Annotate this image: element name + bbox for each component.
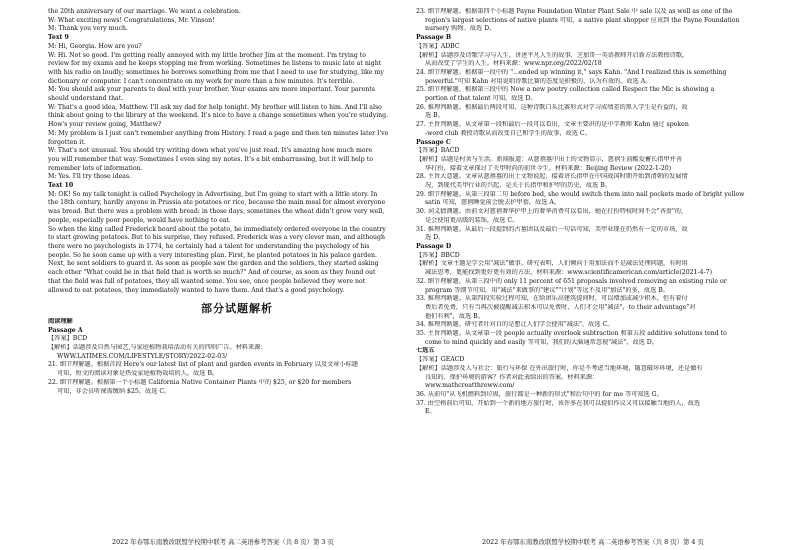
text-line: should understand that. (48, 95, 124, 103)
text-line: Passage B (416, 34, 452, 42)
text-line: 26. 推理判断题。根据最后两段可知，这种诗歌口头比赛形式对学习成绩差的黑人学生是有益的，故 (416, 103, 688, 111)
text-line: E。 (425, 408, 436, 416)
text-line: 【答案】ADBC (416, 42, 460, 50)
text-line: -word club 教授诗歌从而改变自己和学生的故事，故选 C。 (425, 129, 591, 137)
text-line: remember lots of information. (48, 164, 143, 172)
text-line: review for my exams and he keeps stopping me from working. Sometimes he listens to music late at night (48, 60, 382, 68)
text-line: M: OK! So my talk tonight is called Psychology in Advertising, but I'm going to start with a little story. In (48, 190, 378, 198)
text-line: M: Yes. I'll try those ideas. (48, 173, 132, 181)
text-line: W: Hi. Not so good. I'm getting really annoyed with my little brother Jim at the moment. I'm trying to (48, 51, 366, 59)
text-line: 36. 从前句"从飞机燃料到垃圾，旅行都是一种新的形式"和后句中的 for me 等可知选 G。 (416, 390, 663, 398)
text-line: 七选五 (416, 347, 435, 355)
text-line: Next, he sent soldiers to guard it. As soon as people saw the garden and the soldiers, they started asking (48, 260, 379, 268)
text-line: 34. 推理判断题。研究者针对目的是想让人们学会使用"减法"，故选 C。 (416, 321, 614, 329)
text-line: powerful."可知 Kahn 对用说唱诗歌比赛的态度是积极的，认为有效的。故选 A。 (425, 77, 652, 85)
text-line: 费后者免费，只有当再次被提醒减去积木可以免费时，人们才会用"减法"，to their advantage"对 (425, 303, 696, 311)
text-line: think about going to the library at the weekend. It's nice to have a change sometimes when you're studying. (48, 112, 389, 120)
text-line: satin 可知，慈禧睡觉前会脱去护甲套，故选 A。 (425, 199, 561, 207)
text-line: 阅读理解 (48, 317, 73, 325)
text-line: 况，到现代美甲行业的兴起，是关于长指甲和护甲的历史，故选 B。 (425, 182, 611, 190)
text-line: WWW.LATIMES.COM/LIFESTYLE/STORY/2022-02-03/ (57, 352, 228, 360)
text-line: M: My problem is I just can't remember anything from History. I read a page and then ten minutes later I've (48, 129, 389, 137)
left-text-block (48, 8, 426, 295)
text-line: program 等细节可知，用"减法"来做事的"建议""计划"等远不及用"加法"的多，故选 B。 (425, 286, 669, 294)
text-line: 选 D。 (425, 234, 445, 242)
text-line: 【解析】话题涉及人与社会：旅行与环保 在外出旅行时，你是不考虑当地环境，随意破坏环境，还是做有 (416, 364, 703, 372)
text-line: 【解析】文章主题是学会用"减法"做事。研究表明，人们倾向于用加法而不是减法处理问题，有时用 (416, 260, 688, 268)
text-line: was bread. But there was a problem with bread: in those days, sometimes the wheat didn't grow very well, (48, 208, 385, 216)
text-line: Passage C (416, 138, 451, 146)
text-line: with his radio on loudly; sometimes he borrows something from me that I need to use for studying, like my (48, 68, 384, 76)
text-line: W: That's not unusual. You should try writing down what you've just read. It's amazing how much more (48, 147, 373, 155)
right-column (416, 8, 794, 417)
text-line: 【答案】BCD (48, 335, 88, 343)
text-line: Text 9 (48, 34, 69, 42)
text-line: there were no psychologists in 1774, he certainly had a talent for understanding the psychology of his (48, 242, 370, 250)
text-line: 25. 细节理解题。根据第三段中的 Now a new poetry collection called Respect the Mic is showing a (416, 86, 715, 94)
text-line: 华打扮，接着文章探讨了关甲时尚的前世今生。材料来源：Beijing Review (2022-1-20) (425, 164, 672, 172)
text-line: 【解析】话题涉及自然与园艺,与家庭植物栽培活动有关的四则广告。材料来源： (48, 344, 267, 352)
text-line: 从而改变了学生的人生。材料来源：www.npr.org/2022/02/18 (425, 60, 602, 68)
text-line: 【解析】话题涉及诗歌学习与人生。讲述平凡人生的故事，芝加哥一英语教师开启新方法教授诗歌， (416, 51, 689, 59)
text-line: www.mathcreatthreww.com/ (425, 382, 515, 390)
text-line: region's largest selections of native plants 可知，a native plant shopper 应该到 the Payne Foundation (425, 16, 740, 24)
text-line: 32. 细节理解题。从第三段中的 only 11 percent of 651 proposals involved removing an existing rule or (416, 277, 727, 285)
text-line: 27. 主旨判断题。从文章第一段和最后一段可以看出，文章主要讲的是中学教师 Kahn 通过 spoken (416, 121, 689, 129)
answer-analysis-block (48, 318, 426, 396)
page-footer-right: 2022 年春鄂东南教改联盟学校期中联考 高二英语参考答案（共 8 页）第 4 页 (482, 538, 704, 546)
text-line: 【解析】话题是村舍与生活。新闻报道：从慈禧墓中出土的文物显示，慈禧生前酷爱蓄长指甲并善 (416, 155, 683, 163)
text-line: nursery 购物。故选 D。 (425, 25, 496, 33)
text-line: M: Thank you very much. (48, 25, 128, 33)
text-line: Text 10 (48, 182, 74, 190)
text-line: dictionary or computer. I can't concentrate on my work for more than a few minutes. It's terrible. (48, 77, 355, 85)
text-line: the 18th century, hardly anyone in Prussia ate potatoes or rice, because the main meal for almost everyone (48, 199, 386, 207)
text-line: people. So he soon came up with a very interesting plan. First, he planted potatoes in his palace garden. (48, 251, 377, 259)
left-column (48, 8, 426, 396)
right-text-block (416, 8, 794, 417)
text-line: 是会使用更高级的装饰，故选 C。 (425, 216, 519, 224)
text-line: 良知的、保护环境的游客？作者对此表给出的答案。材料来源： (425, 373, 599, 381)
text-line: 【答案】BBCD (416, 251, 460, 259)
text-line: So when the king called Frederick heard about the potato, he immediately ordered everyone in the country (48, 225, 386, 233)
text-line: 33. 推理判断题。从第四段实验过程可知，在给团乐高建筑提问时，可以增加或减少积木，但有着付 (416, 295, 688, 303)
text-line: come to mind quickly and easily 等可知，我们的大脑通常忽视"减法"，故选 D。 (425, 338, 658, 346)
section-title: 部分试题解析 (201, 302, 273, 316)
text-line: 【答案】BACD (416, 147, 460, 155)
text-line: you will remember that way. Sometimes I even sing my notes. It's a bit embarrassing, but it will help to (48, 155, 373, 163)
text-line: 30. 词义猜测题。由前文对慈禧奢华护甲上的奢华消费可以看出，她在打扮特权时间不会"吝啬"的， (416, 208, 688, 216)
text-line: M: You should ask your parents to deal with your brother. Your exams are more important. Your parents (48, 86, 375, 94)
text-line: 21. 细节理解题。根据首段 Here's our latest list of plant and garden events in February 以及文章小标题 (48, 361, 358, 369)
text-line: W: What exciting news! Congratulations, Mr. Vinson! (48, 16, 215, 24)
text-line: 28. 主旨大意题。文章从慈禧墓的出土文物说起，接着讲长指甲在中国战国时期开始到清朝的发展情 (416, 173, 688, 181)
text-line: 23. 细节理解题。根据第四个小标题 Payne Foundation Winter Plant Sale 中 sale 以及 as well as one of the (416, 8, 733, 15)
text-line: Passage D (416, 242, 452, 250)
text-line: forgotten it. (48, 138, 86, 146)
text-line: the 20th anniversary of our marriage. We want a celebration. (48, 8, 241, 15)
text-line: 29. 细节理解题。从第三段第二句 before bed, she would switch them into nail pockets made of bright yellow (416, 190, 745, 198)
text-line: W: That's a good idea, Matthew. I'll ask my dad for help tonight. My brother will listen to him. And I'll also (48, 103, 382, 111)
text-line: 24. 细节理解题。根据第一段中的 "...ended up winning it," says Kahn. "And I realized this is something (416, 68, 727, 76)
text-line: 37. 由空格前后可知，开始到一个新的地方旅行时，该许多在我可以提倡作议又可以接触当地的人，故选 (416, 399, 701, 407)
text-line: 他们有利"，故选 B。 (425, 312, 484, 320)
text-line: 选 B。 (425, 112, 444, 120)
text-line: 31. 推理判断题。从最后一段提到的古墓团以及最后一句话可知，美甲业现在仍然有一定的市场，故 (416, 225, 688, 233)
text-line: 减法思考，更能找到更好更有效的方法，材料来源：www.scientificamerican.com/article(2021-4-7) (425, 269, 713, 277)
text-line: 可知，短文的阅读对象是热爱家庭植物栽培的人。故选 B。 (57, 370, 219, 378)
text-line: Passage A (48, 326, 83, 334)
text-line: that the field was full of potatoes, they all wanted some. You see, once people believed they were not (48, 277, 366, 285)
text-line: 35. 主旨判断题。从文章第一段 people actually overlook subtraction 和第五段 additive solutions tend to (416, 330, 727, 338)
text-line: portion of that talent 可知，故选 D。 (425, 95, 537, 103)
text-line: to start growing potatoes. But to his surprise, they refused. Frederick was a very clever man, and although (48, 234, 385, 242)
text-line: M: Hi, Georgia. How are you? (48, 42, 142, 50)
text-line: 22. 细节理解题。根据第一个小标题 California Native Container Plants 中的 $25, or $20 for members (48, 378, 352, 386)
text-line: allowed to eat potatoes, they immediately wanted to have them. And that's a good psychology. (48, 286, 345, 294)
text-line: How's your review going, Matthew? (48, 121, 162, 129)
text-line: 【答案】GEACD (416, 356, 465, 364)
text-line: each other "What could be in that field that is worth so much?" And of course, as soon as they found out (48, 269, 376, 277)
text-line: 可知，非会员听课需缴纳 $25。故选 C。 (57, 387, 171, 395)
page-footer-left: 2022 年春鄂东南教改联盟学校期中联考 高二英语参考答案（共 8 页）第 3 页 (112, 538, 334, 546)
text-line: people, especially poor people, would have nothing to eat. (48, 216, 231, 224)
